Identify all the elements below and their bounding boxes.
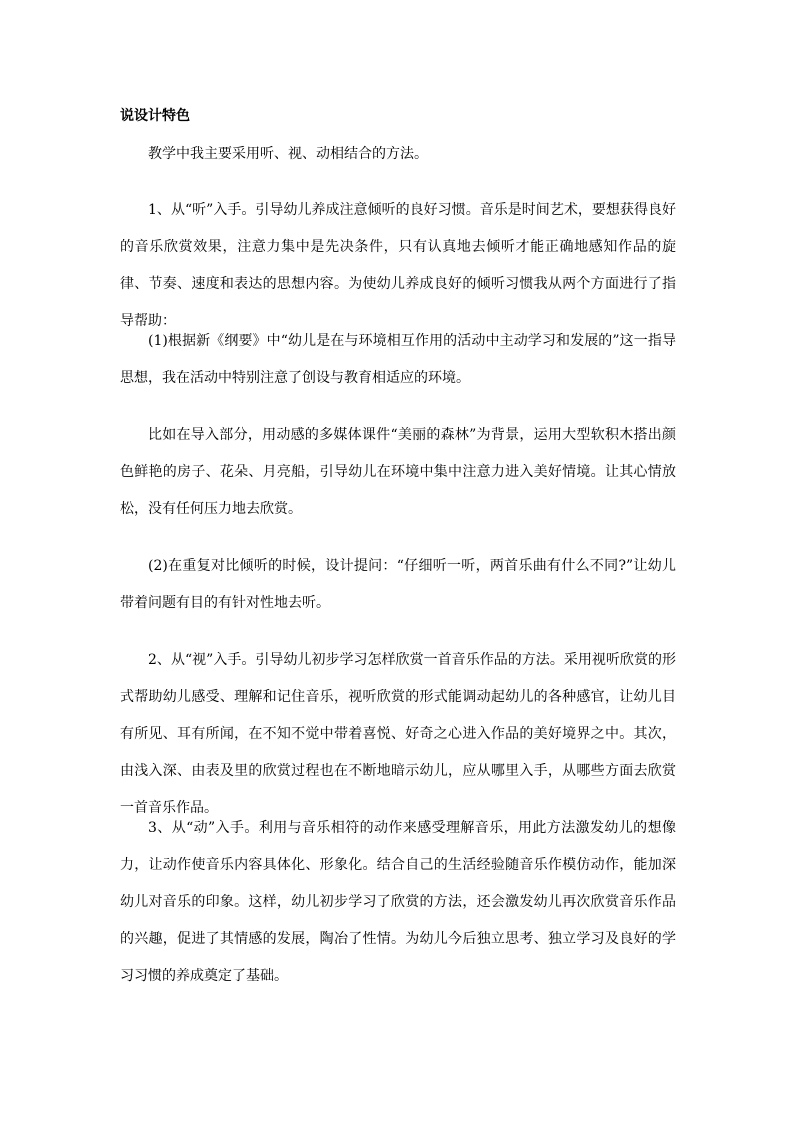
paragraph-see: 2、从“视”入手。引导幼儿初步学习怎样欣赏一首音乐作品的方法。采用视听欣赏的形式帮助幼儿感受、理解和记住音乐，视听欣赏的形式能调动起幼儿的各种感官，让幼儿目有所见、耳有所闻，在不知不觉中带着喜悦、好奇之心进入作品的美好境界之中。其次，由浅入深、由表及里的欣赏过程也在不断地暗示幼儿，应从哪里入手，从哪些方面去欣赏一首音乐作品。 <box>120 652 676 816</box>
paragraph-listen-point-1: (1)根据新《纲要》中“幼儿是在与环境相互作用的活动中主动学习和发展的”这一指导思想，我在活动中特别注意了创设与教育相适应的环境。 <box>120 333 676 386</box>
paragraph-intro: 教学中我主要采用听、视、动相结合的方法。 <box>148 146 428 162</box>
section-heading: 说设计特色 <box>120 108 190 124</box>
paragraph-listen-point-2: (2)在重复对比倾听的时候，设计提问：“仔细听一听，两首乐曲有什么不同?”让幼儿带着问题有目的有针对性地去听。 <box>120 558 676 611</box>
paragraph-listen: 1、从“听”入手。引导幼儿养成注意倾听的良好习惯。音乐是时间艺术，要想获得良好的音乐欣赏效果，注意力集中是先决条件，只有认真地去倾听才能正确地感知作品的旋律、节奏、速度和表达的思想内容。为使幼儿养成良好的倾听习惯我从两个方面进行了指导帮助： <box>120 202 676 329</box>
paragraph-move: 3、从“动”入手。利用与音乐相符的动作来感受理解音乐，用此方法激发幼儿的想像力，让动作使音乐内容具体化、形象化。结合自己的生活经验随音乐作模仿动作，能加深幼儿对音乐的印象。这样，幼儿初步学习了欣赏的方法，还会激发幼儿再次欣赏音乐作品的兴趣，促进了其情感的发展，陶冶了性情。为幼儿今后独立思考、独立学习及良好的学习习惯的养成奠定了基础。 <box>120 820 676 984</box>
paragraph-listen-example: 比如在导入部分，用动感的多媒体课件“美丽的森林”为背景，运用大型软积木搭出颜色鲜艳的房子、花朵、月亮船，引导幼儿在环境中集中注意力进入美好情境。让其心情放松，没有任何压力地去欣赏。 <box>120 427 676 517</box>
